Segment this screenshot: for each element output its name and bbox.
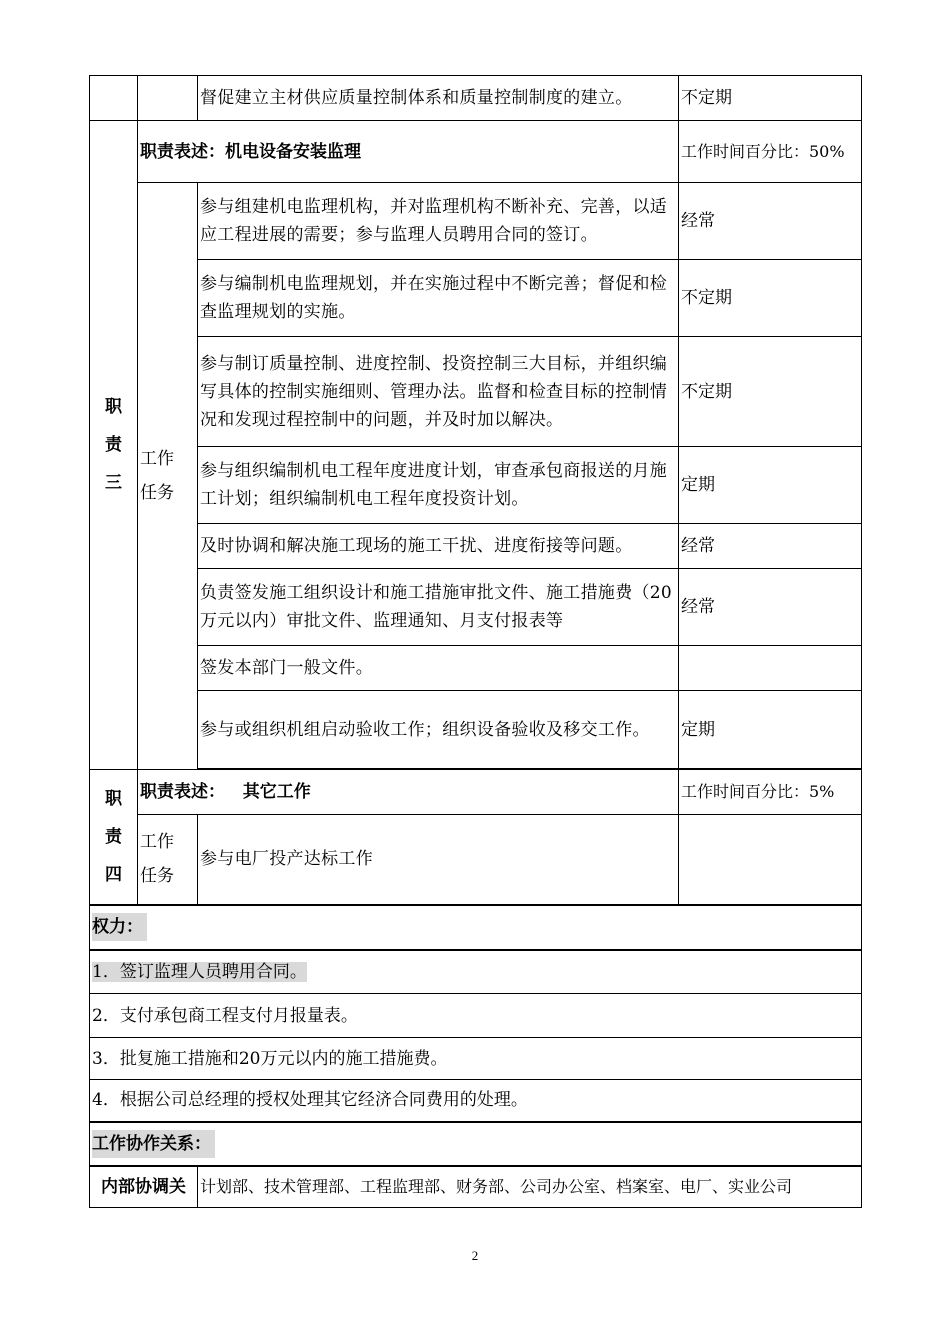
frequency-cell: 定期 — [679, 691, 862, 769]
duty3-header-row — [90, 121, 862, 183]
authority-heading: 权力： — [92, 913, 147, 941]
task-text: 参与组织编制机电工程年度进度计划，审查承包商报送的月施工计划；组织编制机电工程年度投资计划。 — [198, 447, 679, 524]
task-text: 参与或组织机组启动验收工作；组织设备验收及移交工作。 — [198, 691, 679, 769]
task-text: 参与电厂投产达标工作 — [198, 815, 679, 905]
duty4-header-row — [90, 770, 862, 815]
table-row — [90, 569, 862, 646]
table-row — [90, 524, 862, 569]
frequency-cell: 不定期 — [679, 76, 862, 121]
table-row — [90, 815, 862, 905]
task-text: 督促建立主材供应质量控制体系和质量控制制度的建立。 — [198, 76, 679, 121]
duty3-label: 职 责 三 — [90, 121, 138, 770]
frequency-cell: 经常 — [679, 183, 862, 260]
table-row — [90, 260, 862, 337]
duty4-time-pct: 工作时间百分比：5% — [679, 770, 862, 815]
duty3-task-label: 工作 任务 — [138, 183, 198, 770]
relations-heading-row — [90, 1122, 862, 1166]
duty4-label: 职 责 四 — [90, 770, 138, 905]
page-number: 2 — [471, 1248, 479, 1263]
list-item: 3．批复施工措施和20万元以内的施工措施费。 — [90, 1038, 862, 1080]
frequency-cell: 经常 — [679, 524, 862, 569]
job-description-table — [89, 75, 862, 1208]
task-text: 负责签发施工组织设计和施工措施审批文件、施工措施费（20万元以内）审批文件、监理通知、月支付报表等 — [198, 569, 679, 646]
list-item: 1．签订监理人员聘用合同。 — [90, 950, 862, 994]
table-row — [90, 76, 862, 121]
table-row — [90, 691, 862, 769]
internal-value: 计划部、技术管理部、工程监理部、财务部、公司办公室、档案室、电厂、实业公司 — [198, 1166, 862, 1208]
table-row — [90, 447, 862, 524]
frequency-cell — [679, 646, 862, 691]
internal-label: 内部协调关 — [90, 1166, 198, 1208]
frequency-cell — [679, 815, 862, 905]
relations-heading: 工作协作关系： — [92, 1130, 215, 1158]
task-text: 参与编制机电监理规划，并在实施过程中不断完善；督促和检查监理规划的实施。 — [198, 260, 679, 337]
table-row — [90, 183, 862, 260]
task-text: 参与组建机电监理机构，并对监理机构不断补充、完善，以适应工程进展的需要；参与监理人员聘用合同的签订。 — [198, 183, 679, 260]
task-text: 及时协调和解决施工现场的施工干扰、进度衔接等问题。 — [198, 524, 679, 569]
duty4-description: 职责表述： 其它工作 — [138, 770, 679, 815]
list-item: 2．支付承包商工程支付月报量表。 — [90, 994, 862, 1038]
frequency-cell: 不定期 — [679, 260, 862, 337]
task-text: 签发本部门一般文件。 — [198, 646, 679, 691]
duty4-task-label: 工作 任务 — [138, 815, 198, 905]
duty3-description: 职责表述：机电设备安装监理 — [138, 121, 679, 183]
task-text: 参与制订质量控制、进度控制、投资控制三大目标，并组织编写具体的控制实施细则、管理办法。监督和检查目标的控制情况和发现过程控制中的问题，并及时加以解决。 — [198, 337, 679, 447]
table-row — [90, 646, 862, 691]
authority-heading-row — [90, 905, 862, 950]
relations-internal-row — [90, 1166, 862, 1208]
frequency-cell: 定期 — [679, 447, 862, 524]
frequency-cell: 不定期 — [679, 337, 862, 447]
duty3-time-pct: 工作时间百分比：50% — [679, 121, 862, 183]
table-row — [90, 337, 862, 447]
frequency-cell: 经常 — [679, 569, 862, 646]
list-item: 4．根据公司总经理的授权处理其它经济合同费用的处理。 — [90, 1080, 862, 1122]
